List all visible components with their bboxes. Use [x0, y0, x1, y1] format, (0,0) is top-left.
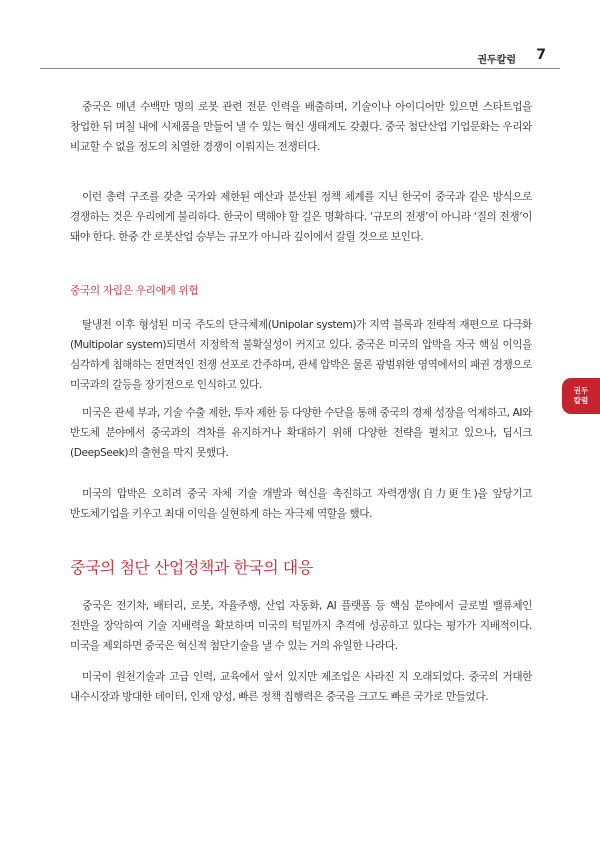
section-title: 중국의 첨단 산업정책과 한국의 대응	[70, 558, 313, 577]
paragraph-3: 탈냉전 이후 형성된 미국 주도의 단극체제(Unipolar system)가 지역 블록과 전략적 재편으로 다극화(Multipolar system)되면서 지정학적 불확실성이 커지고 있다. 중국은 미국의 압박을 자국 핵심 이익을 심각하게 침해하는 전면적인 전쟁 선포로 간주하며, 관세 압박은 물론 광범위한 영역에서의 패권 경쟁으로 미국과의 갈등을 장기전으로 인식하고 있다.	[70, 319, 532, 391]
paragraph-1: 중국은 매년 수백만 명의 로봇 관련 전문 인력을 배출하며, 기술이나 아이디어만 있으면 스타트업을 창업한 뒤 며칠 내에 시제품을 만들어 낼 수 있는 혁신 생태계도 갖췄다. 중국 첨단산업 기업문화는 우리와 비교할 수 없을 정도의 치열한 경쟁이 이뤄지는 전쟁터다.	[70, 101, 532, 153]
side-tab	[562, 378, 600, 414]
subheading: 중국의 자립은 우리에게 위협	[70, 285, 199, 297]
paragraph-5-block	[70, 484, 532, 524]
paragraph-7: 미국이 원천기술과 고급 인력, 교육에서 앞서 있지만 제조업은 사라진 지 오래되었다. 중국의 거대한 내수시장과 방대한 데이터, 인재 양성, 빠른 정책 집행력은 중국을 크고도 빠른 국가로 만들었다.	[70, 671, 532, 703]
paragraph-2-block	[70, 187, 532, 247]
paragraph-4: 미국은 관세 부과, 기술 수출 제한, 투자 제한 등 다양한 수단을 통해 중국의 경제 성장을 억제하고, AI와 반도체 분야에서 중국과의 격차를 유지하거나 확대하기 위해 다양한 전략을 펼치고 있으나, 딥시크(DeepSeek)의 출현을 막지 못했다.	[70, 407, 532, 459]
paragraph-6-block	[70, 596, 532, 656]
side-tab-line1: 권두	[573, 386, 589, 395]
paragraph-5: 미국의 압박은 오히려 중국 자체 기술 개발과 혁신을 촉진하고 자력갱생(自力更生)을 앞당기고 반도체기업을 키우고 최대 이익을 실현하게 하는 자극제 역할을 했다.	[70, 488, 532, 520]
side-tab-line2: 칼럼	[573, 396, 589, 405]
paragraph-3-block	[70, 315, 532, 395]
column-label: 권두칼럼	[477, 55, 516, 66]
paragraph-7-block	[70, 667, 532, 707]
page-header	[40, 48, 560, 70]
paragraph-6: 중국은 전기차, 배터리, 로봇, 자율주행, 산업 자동화, AI 플랫폼 등 핵심 분야에서 글로벌 밸류체인 전반을 장악하여 기술 지배력을 확보하며 미국의 턱밑까지 추격에 성공하고 있다는 평가가 지배적이다. 미국을 제외하면 중국은 혁신적 첨단기술을 낼 수 있는 거의 유일한 나라다.	[70, 600, 532, 652]
paragraph-1-block	[70, 97, 532, 157]
page-number: 7	[536, 47, 546, 63]
paragraph-2: 이런 총력 구조를 갖춘 국가와 제한된 예산과 분산된 정책 체계를 지닌 한국이 중국과 같은 방식으로 경쟁하는 것은 우리에게 불리하다. 한국이 택해야 할 길은 명확하다. ‘규모의 전쟁’이 아니라 ‘질의 전쟁’이 돼야 한다. 한중 간 로봇산업 승부는 규모가 아니라 깊이에서 갈릴 것으로 보인다.	[70, 191, 532, 243]
paragraph-4-block	[70, 403, 532, 463]
header-divider	[40, 68, 560, 69]
